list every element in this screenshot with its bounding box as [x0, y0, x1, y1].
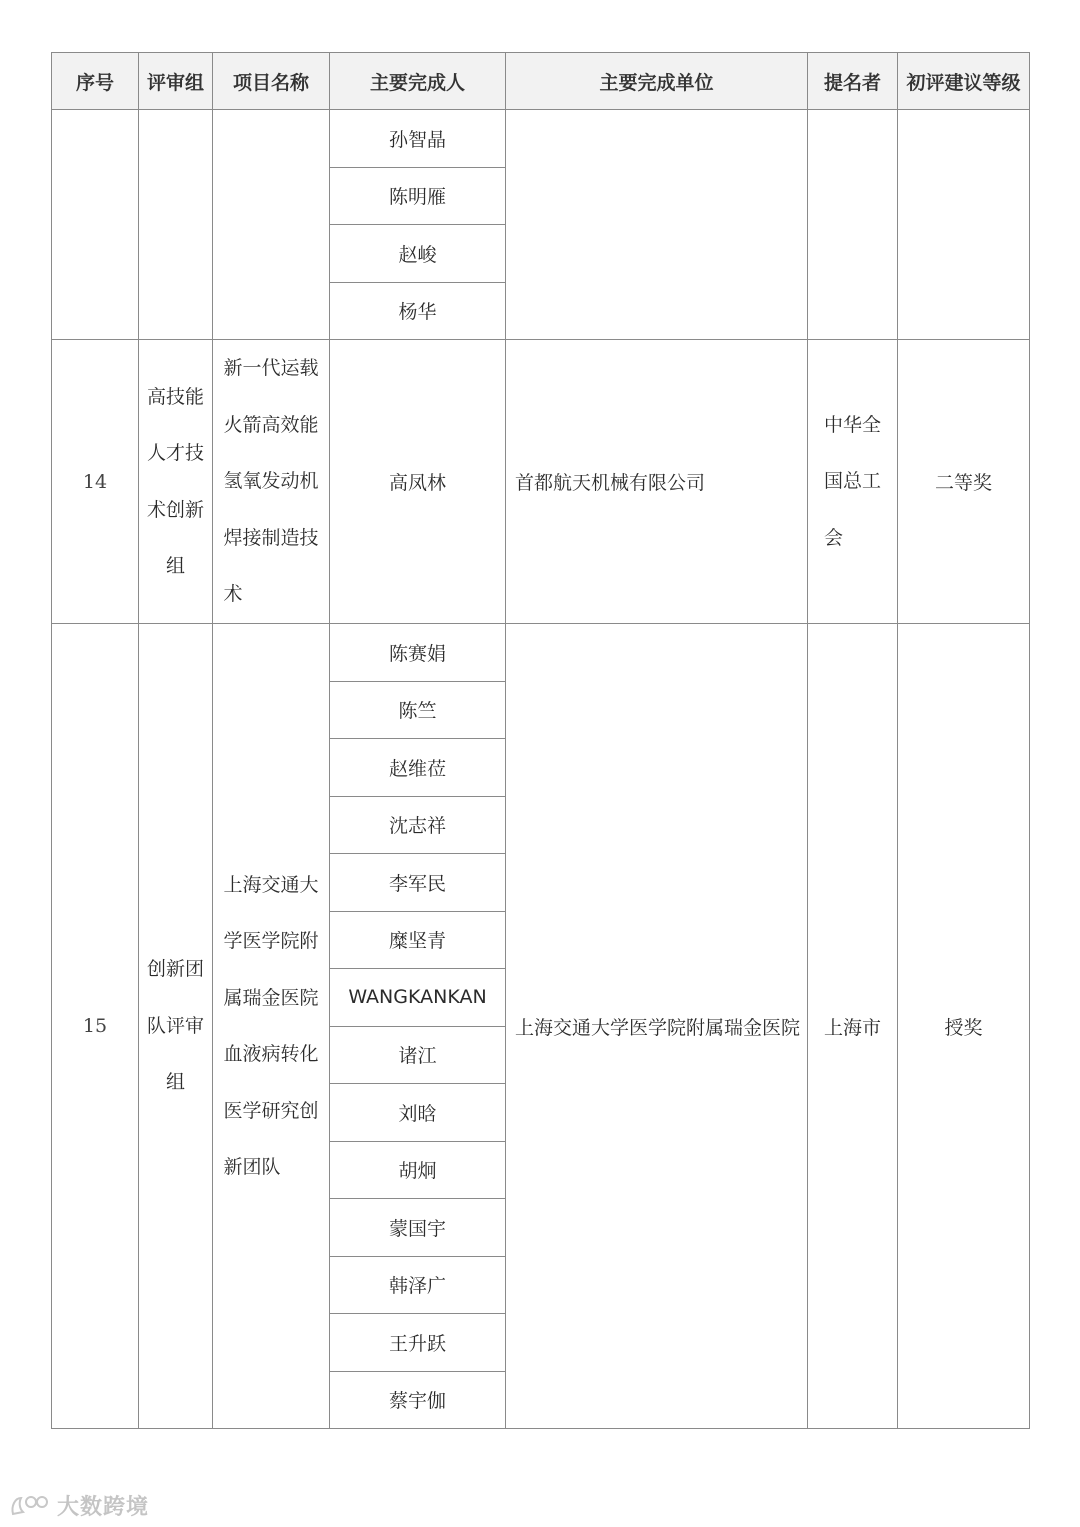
- person-cell: 刘晗: [330, 1084, 506, 1142]
- cont-seq-cell: [52, 110, 139, 340]
- person-cell: 杨华: [330, 282, 506, 340]
- group-cell: [139, 340, 213, 624]
- person-cell: 陈竺: [330, 681, 506, 739]
- header-row: [52, 53, 1030, 110]
- header-group: 评审组: [139, 53, 213, 110]
- person-cell: 高凤林: [330, 340, 506, 624]
- person-cell: 蒙国宇: [330, 1199, 506, 1257]
- cont-group-cell: [139, 110, 213, 340]
- level-cell: 二等奖: [898, 340, 1030, 624]
- person-cell: 赵峻: [330, 225, 506, 283]
- cont-level-cell: [898, 110, 1030, 340]
- unit-cell: 首都航天机械有限公司: [506, 340, 808, 624]
- award-table: [51, 52, 1030, 1429]
- group-text: 高技能 人才技 术创新 组: [146, 385, 204, 577]
- person-cell: WANGKANKAN: [330, 969, 506, 1027]
- person-cell: 陈赛娟: [330, 624, 506, 682]
- nominator-cell: [808, 340, 898, 624]
- header-unit: 主要完成单位: [506, 53, 808, 110]
- watermark-logo-icon: [9, 1494, 51, 1518]
- person-cell: 胡炯: [330, 1141, 506, 1199]
- project-text: 新一代运载 火箭高效能 氢氧发动机 焊接制造技 术: [223, 357, 319, 606]
- header-project: 项目名称: [213, 53, 330, 110]
- nominator-cell: 上海市: [808, 624, 898, 1429]
- header-nominator: 提名者: [808, 53, 898, 110]
- unit-cell: 上海交通大学医学院附属瑞金医院: [506, 624, 808, 1429]
- person-cell: 孙智晶: [330, 110, 506, 168]
- cont-project-cell: [213, 110, 330, 340]
- seq-cell: 15: [52, 624, 139, 1429]
- header-seq: 序号: [52, 53, 139, 110]
- cont-unit-cell: [506, 110, 808, 340]
- person-cell: 糜坚青: [330, 911, 506, 969]
- seq-cell: 14: [52, 340, 139, 624]
- person-cell: 蔡宇伽: [330, 1371, 506, 1429]
- project-cell: [213, 340, 330, 624]
- group-text: 创新团 队评审 组: [146, 958, 204, 1094]
- table-row: [52, 340, 1030, 624]
- header-persons: 主要完成人: [330, 53, 506, 110]
- table-row: [52, 110, 1030, 168]
- watermark: [9, 1490, 149, 1521]
- person-cell: 赵维莅: [330, 739, 506, 797]
- project-text: 上海交通大 学医学院附 属瑞金医院 血液病转化 医学研究创 新团队: [223, 873, 319, 1178]
- nominator-text: 中华全 国总工 会: [823, 413, 881, 549]
- group-cell: [139, 624, 213, 1429]
- person-cell: 陈明雁: [330, 167, 506, 225]
- person-cell: 李军民: [330, 854, 506, 912]
- cont-nominator-cell: [808, 110, 898, 340]
- watermark-text: 大数跨境: [57, 1495, 150, 1520]
- person-cell: 沈志祥: [330, 796, 506, 854]
- person-cell: 诸江: [330, 1026, 506, 1084]
- table-row: [52, 624, 1030, 682]
- person-cell: 韩泽广: [330, 1256, 506, 1314]
- level-cell: 授奖: [898, 624, 1030, 1429]
- person-cell: 王升跃: [330, 1314, 506, 1372]
- project-cell: [213, 624, 330, 1429]
- header-level: 初评建议等级: [898, 53, 1030, 110]
